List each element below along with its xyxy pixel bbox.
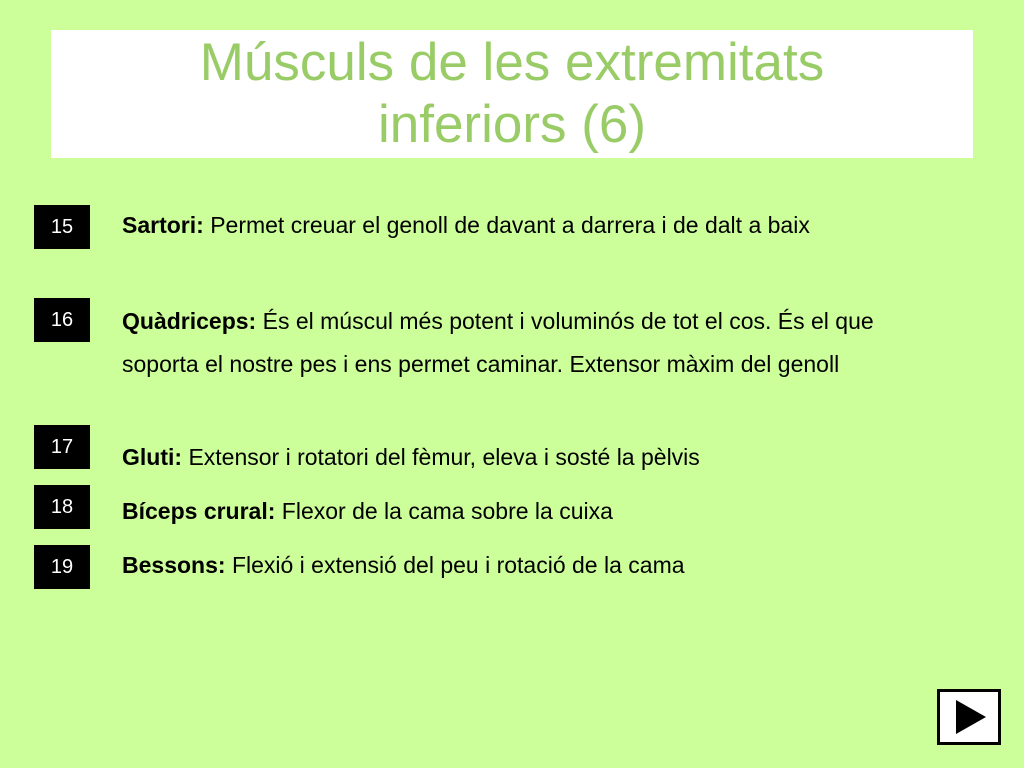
- entry-bessons: [122, 544, 892, 587]
- entry-description: Flexió i extensió del peu i rotació de la cama: [231, 552, 685, 578]
- next-slide-button[interactable]: [937, 689, 1001, 745]
- entry-biceps-crural: [122, 490, 892, 533]
- slide-title-line-2: inferiors (6): [377, 95, 646, 154]
- entry-number-badge: 15: [34, 205, 90, 249]
- entry-description: És el múscul més potent i voluminós de tot el cos. És el que soporta el nostre pes i ens permet caminar. Extensor màxim del genoll: [122, 308, 874, 377]
- entry-number-badge: 16: [34, 298, 90, 342]
- entry-number-badge: 19: [34, 545, 90, 589]
- play-triangle-icon: [940, 692, 998, 742]
- entry-number-badge: 17: [34, 425, 90, 469]
- entry-description: Extensor i rotatori del fèmur, eleva i sosté la pèlvis: [188, 444, 700, 470]
- entry-description: Permet creuar el genoll de davant a darrera i de dalt a baix: [210, 212, 810, 238]
- entry-term: Bessons:: [122, 552, 226, 578]
- entry-term: Bíceps crural:: [122, 498, 276, 524]
- entry-gluti: [122, 436, 892, 479]
- entry-number-badge: 18: [34, 485, 90, 529]
- entry-quadriceps: [122, 300, 882, 386]
- title-box: [51, 30, 973, 158]
- entry-term: Sartori:: [122, 212, 204, 238]
- entry-term: Quàdriceps:: [122, 308, 257, 334]
- entry-term: Gluti:: [122, 444, 183, 470]
- entry-description: Flexor de la cama sobre la cuixa: [281, 498, 613, 524]
- slide-title: [51, 32, 973, 156]
- slide-title-line-1: Músculs de les extremitats: [199, 33, 825, 92]
- entry-sartori: [122, 204, 862, 247]
